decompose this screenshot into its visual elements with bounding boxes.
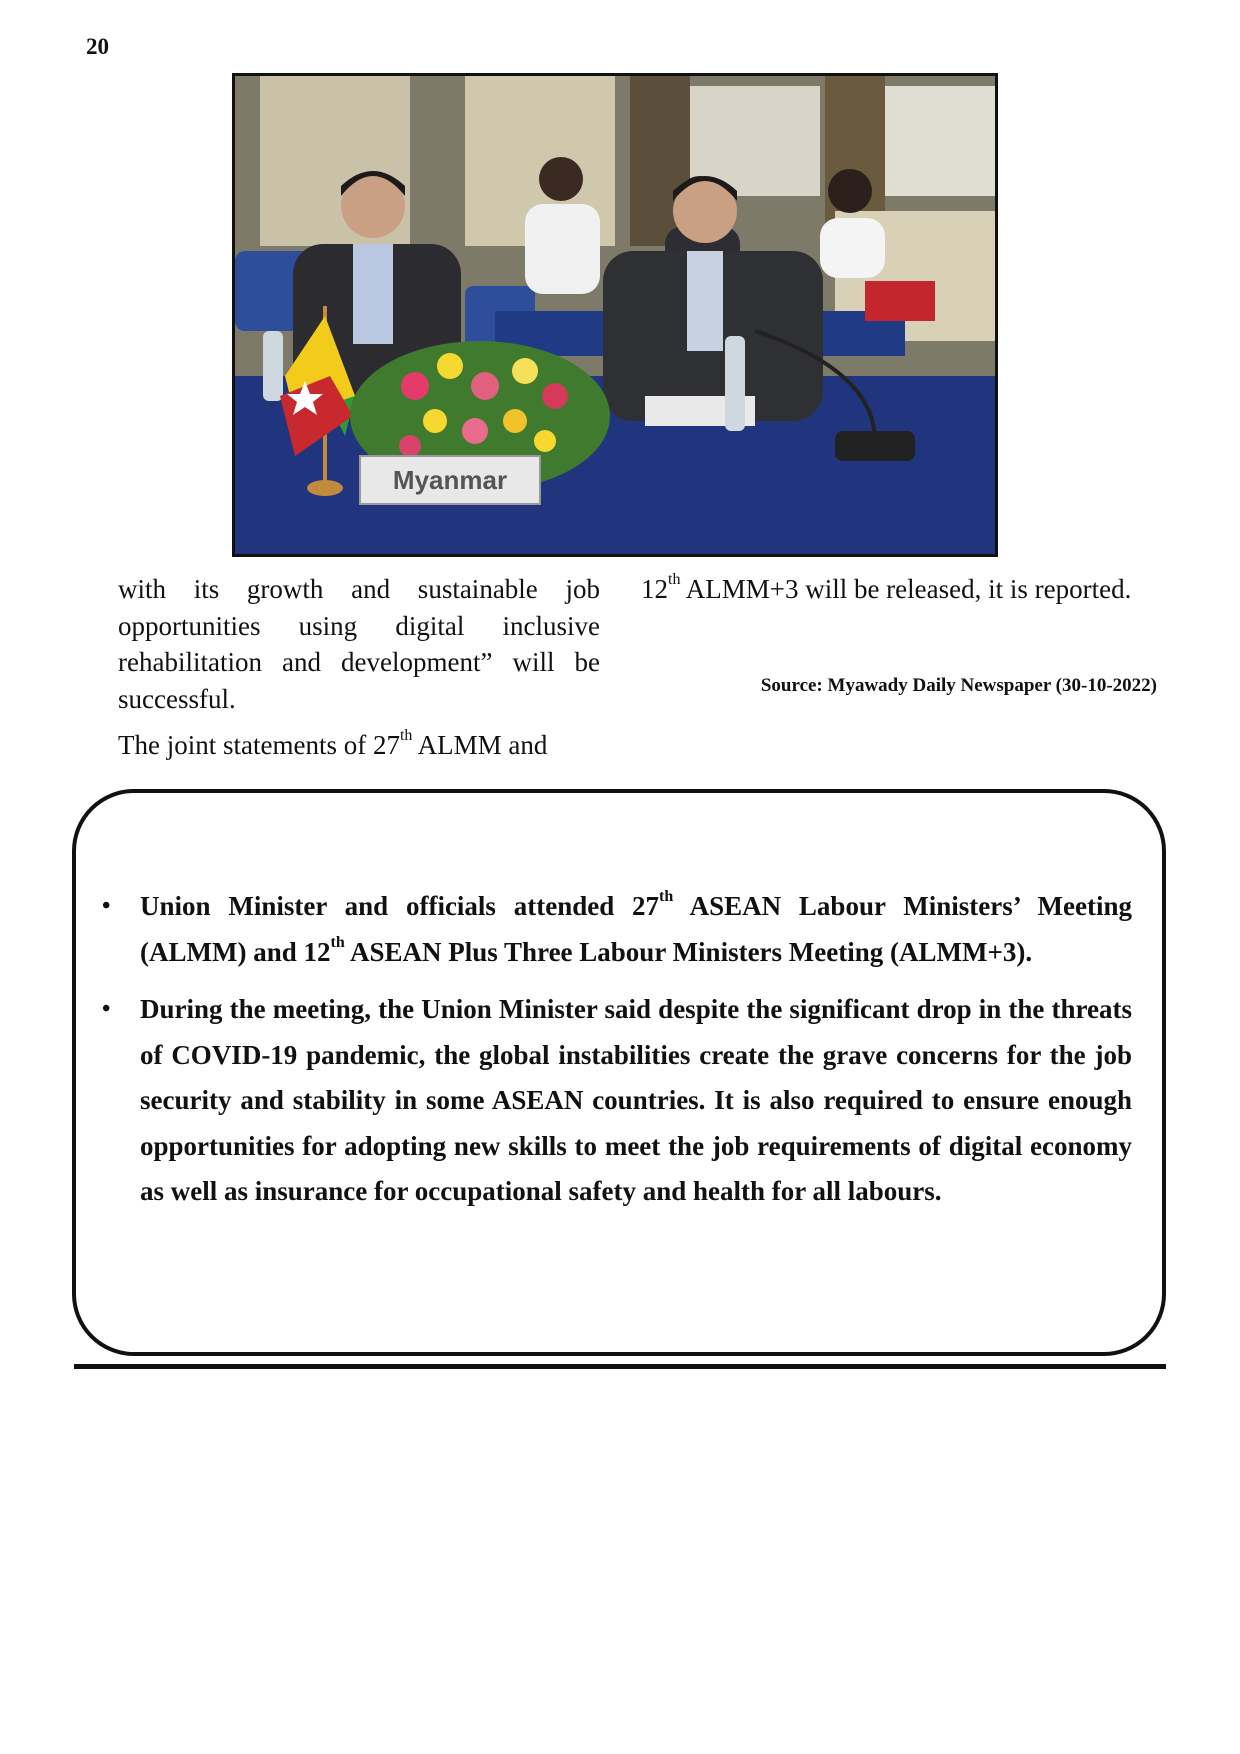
summary-list (102, 884, 1132, 1227)
bullet-icon: • (102, 996, 111, 1022)
summary-item: • Union Minister and officials attended 27th ASEAN Labour Ministers’ Meeting (ALMM) and 12th ASEAN Plus Three Labour Ministers Meeting (ALMM+3). (140, 884, 1132, 975)
bottom-divider (74, 1364, 1166, 1369)
photo-image (235, 76, 995, 554)
article-left-column (118, 571, 600, 764)
article-right-column (641, 571, 1157, 608)
article-paragraph: 12th ALMM+3 will be released, it is reported. (641, 571, 1132, 604)
source-credit: Source: Myawady Daily Newspaper (30-10-2022) (760, 675, 1157, 696)
meeting-photo (232, 73, 998, 557)
bullet-icon: • (102, 893, 111, 919)
article-paragraph: with its growth and sustainable job opportunities using digital inclusive rehabilitation and development” will be successful. (118, 574, 600, 714)
nameplate-label: Myanmar (392, 465, 508, 495)
summary-item: • During the meeting, the Union Minister said despite the significant drop in the threats of COVID-19 pandemic, the global instabilities create the grave concerns for the job security and stability in some ASEAN countries. It is also required to ensure enough opportunities for adopting new skills to meet the job requirements of digital economy as well as insurance for occupational safety and health for all labours. (140, 987, 1132, 1215)
article-paragraph: The joint statements of 27th ALMM and (118, 727, 548, 760)
page-number: 20 (86, 34, 109, 59)
